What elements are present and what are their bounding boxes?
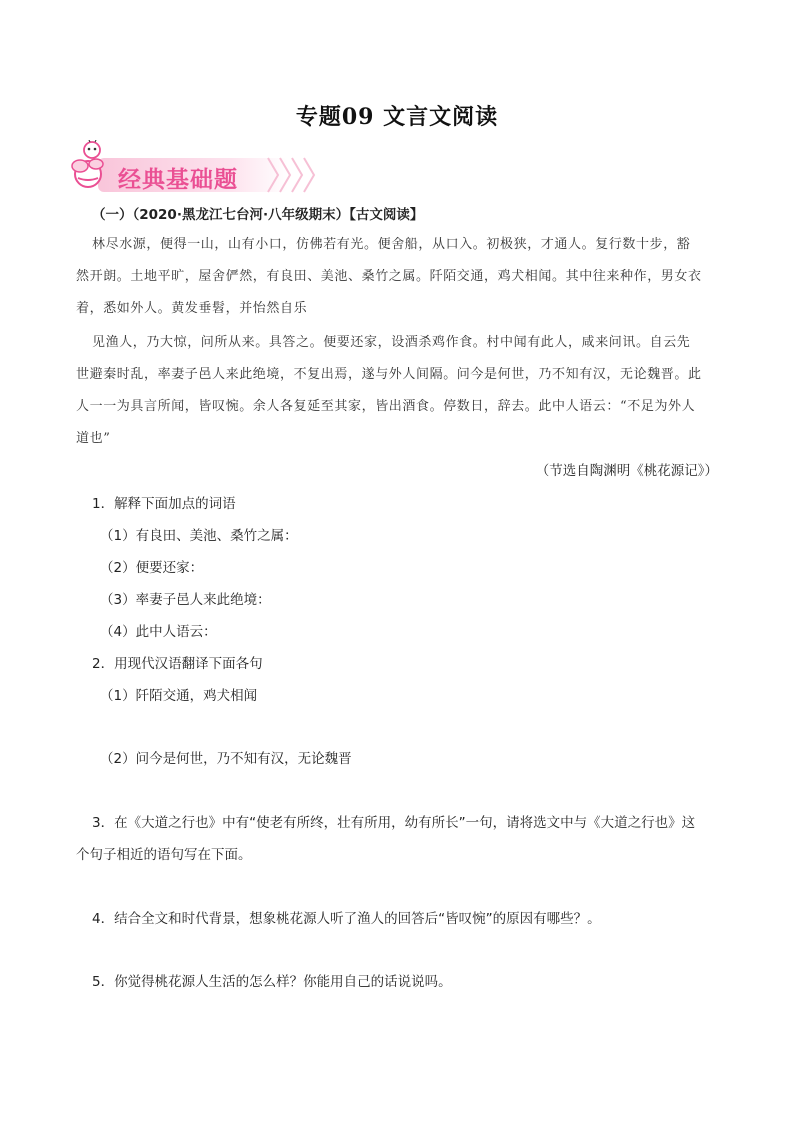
section-banner: [68, 140, 328, 200]
passage-line: 林尽水源，便得一山，山有小口，仿佛若有光。便舍船，从口入。初极狭，才通人。复行数十步，豁: [92, 237, 691, 252]
question-3-continued: 个句子相近的语句写在下面。: [76, 847, 252, 863]
question-1: 1．解释下面加点的词语: [92, 496, 236, 512]
passage-source: （一）（2020·黑龙江七台河·八年级期末）【古文阅读】: [92, 207, 424, 223]
passage-line: 着，悉如外人。黄发垂髫，并怡然自乐: [76, 301, 308, 316]
passage-line: 世避秦时乱，率妻子邑人来此绝境，不复出焉，遂与外人间隔。问今是何世，乃不知有汉，无论魏晋。此: [76, 367, 702, 382]
passage-line: 然开朗。土地平旷，屋舍俨然，有良田、美池、桑竹之属。阡陌交通，鸡犬相闻。其中往来种作，男女衣: [76, 269, 702, 284]
question-1-item: （2）便要还家：: [100, 560, 204, 576]
passage-line: 见渔人，乃大惊，问所从来。具答之。便要还家，设酒杀鸡作食。村中闻有此人，咸来问讯。自云先: [92, 335, 691, 350]
question-3: 3．在《大道之行也》中有“使老有所终，壮有所用，幼有所长”一句，请将选文中与《大道之行也》这: [92, 815, 696, 831]
question-1-item: （3）率妻子邑人来此绝境：: [100, 592, 271, 608]
passage-line: 道也”: [76, 431, 111, 446]
question-4: 4．结合全文和时代背景，想象桃花源人听了渔人的回答后“皆叹惋”的原因有哪些？。: [92, 911, 601, 927]
passage-line: 人一一为具言所闻，皆叹惋。余人各复延至其家，皆出酒食。停数日，辞去。此中人语云：“不足为外人: [76, 399, 696, 414]
question-2-item: （2）问今是何世，乃不知有汉，无论魏晋: [100, 751, 352, 767]
question-1-item: （4）此中人语云：: [100, 624, 217, 640]
page-title: 专题09 文言文阅读: [295, 104, 499, 130]
banner-label: 经典基础题: [118, 167, 238, 193]
question-5: 5．你觉得桃花源人生活的怎么样？你能用自己的话说说吗。: [92, 974, 452, 990]
question-1-item: （1）有良田、美池、桑竹之属：: [100, 528, 298, 544]
passage-attribution: （节选自陶渊明《桃花源记》）: [535, 463, 718, 479]
question-2-item: （1）阡陌交通，鸡犬相闻: [100, 688, 258, 704]
question-2: 2．用现代汉语翻译下面各句: [92, 656, 263, 672]
